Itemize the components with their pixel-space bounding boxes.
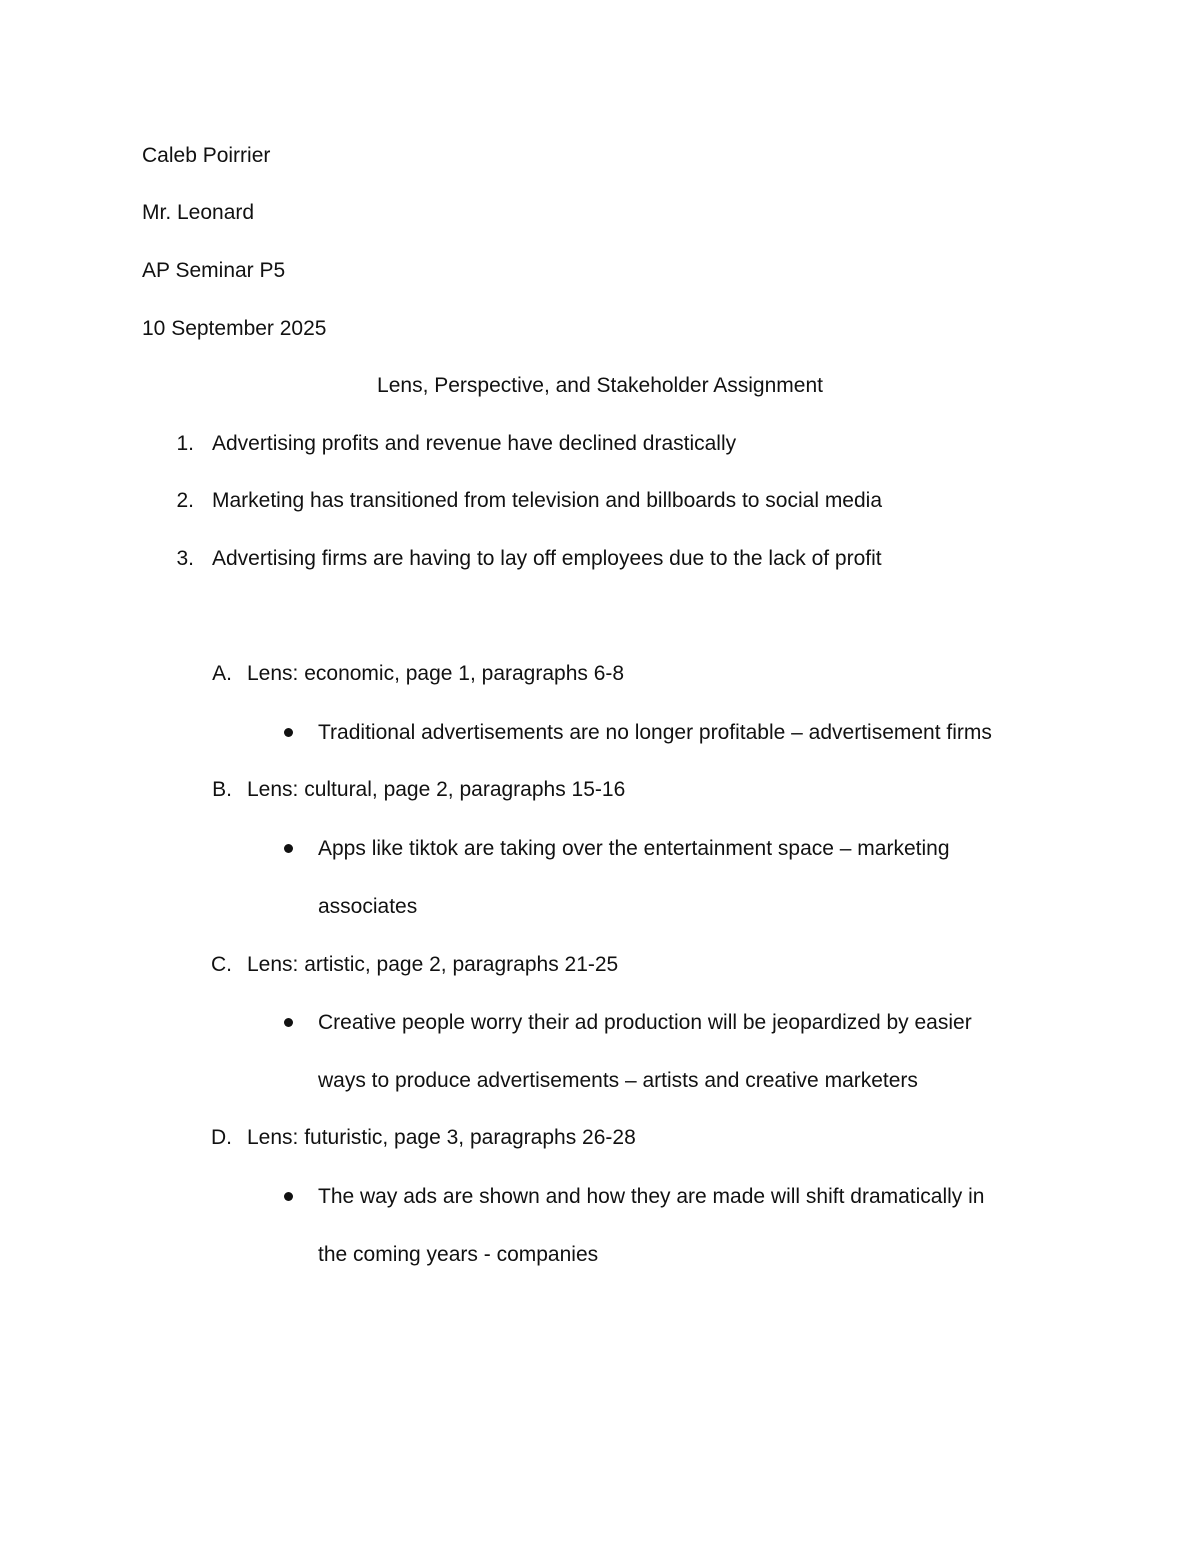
bullet-icon bbox=[284, 1192, 293, 1201]
lens-marker: A. bbox=[212, 662, 232, 685]
bullet-line: Traditional advertisements are no longer profitable – advertisement firms bbox=[318, 721, 992, 744]
list-item: Advertising firms are having to lay off employees due to the lack of profit bbox=[212, 547, 882, 570]
list-item: Advertising profits and revenue have declined drastically bbox=[212, 432, 737, 455]
teacher-name: Mr. Leonard bbox=[142, 201, 255, 224]
student-name: Caleb Poirrier bbox=[142, 144, 271, 167]
lens-item: Lens: economic, page 1, paragraphs 6-8 bbox=[247, 662, 625, 685]
lens-marker: C. bbox=[211, 953, 232, 976]
list-item-marker: 1. bbox=[176, 432, 194, 455]
lens-item: Lens: cultural, page 2, paragraphs 15-16 bbox=[247, 778, 626, 801]
lens-item: Lens: artistic, page 2, paragraphs 21-25 bbox=[247, 953, 619, 976]
page-title: Lens, Perspective, and Stakeholder Assignment bbox=[377, 374, 823, 397]
bullet-line: ways to produce advertisements – artists and creative marketers bbox=[318, 1069, 918, 1092]
bullet-icon bbox=[284, 844, 293, 853]
bullet-line: the coming years - companies bbox=[318, 1243, 599, 1266]
bullet-line: Apps like tiktok are taking over the entertainment space – marketing bbox=[318, 837, 950, 860]
bullet-line: Creative people worry their ad production will be jeopardized by easier bbox=[318, 1011, 972, 1034]
list-item-marker: 3. bbox=[176, 547, 194, 570]
document-date: 10 September 2025 bbox=[142, 317, 327, 340]
list-item-marker: 2. bbox=[176, 489, 194, 512]
bullet-line: The way ads are shown and how they are made will shift dramatically in bbox=[318, 1185, 985, 1208]
bullet-icon bbox=[284, 1018, 293, 1027]
bullet-line: associates bbox=[318, 895, 418, 918]
lens-marker: D. bbox=[211, 1126, 232, 1149]
lens-marker: B. bbox=[212, 778, 232, 801]
bullet-icon bbox=[284, 728, 293, 737]
list-item: Marketing has transitioned from television and billboards to social media bbox=[212, 489, 883, 512]
lens-item: Lens: futuristic, page 3, paragraphs 26-28 bbox=[247, 1126, 636, 1149]
course-name: AP Seminar P5 bbox=[142, 259, 286, 282]
